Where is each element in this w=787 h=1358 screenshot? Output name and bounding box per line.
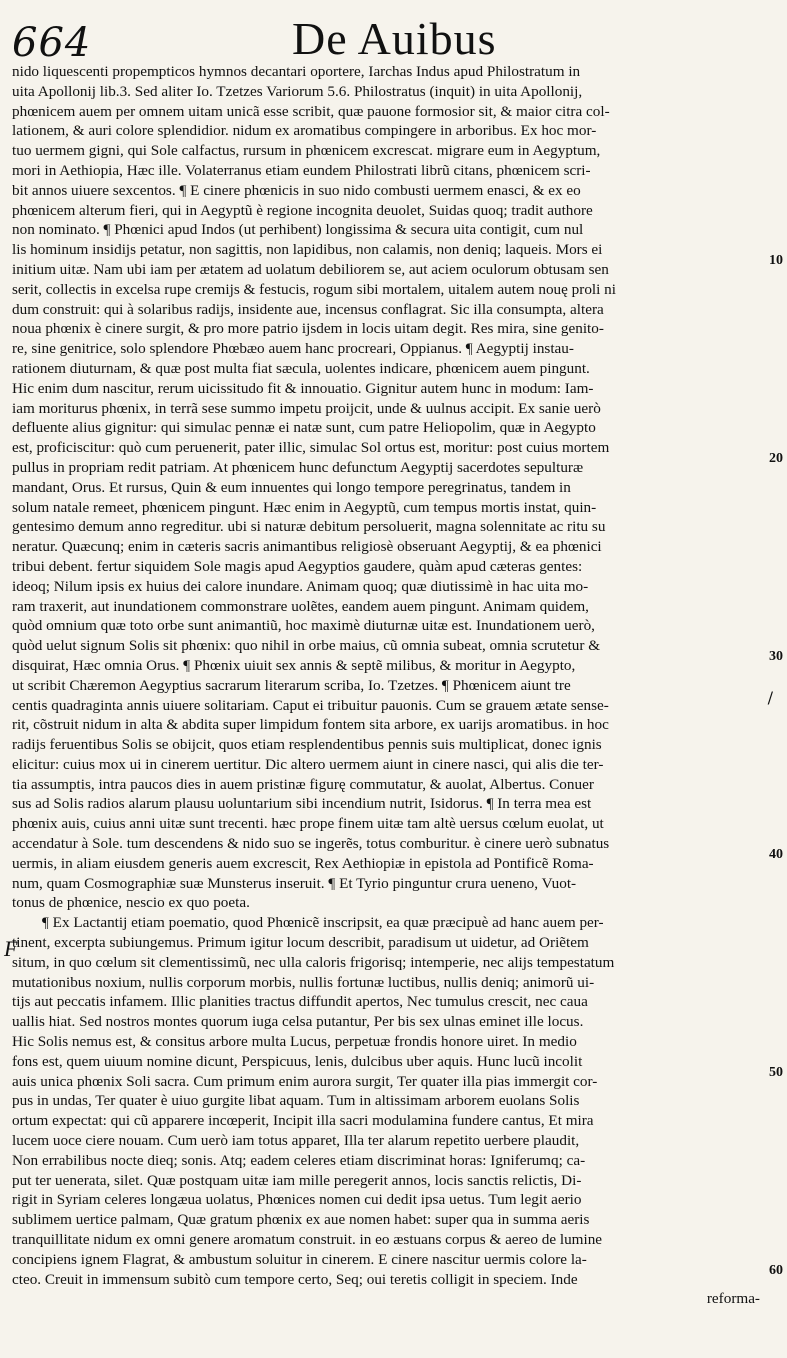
text-line: pus in undas, Ter quater è uiuo gurgite libat aquam. Tum in altissimam arborem euolans Solis bbox=[12, 1092, 580, 1110]
text-line: elicitur: cuius mox ui in cinerem uertitur. Dic altero uermem aiunt in cinere nasci, qui alis die ter- bbox=[12, 755, 604, 773]
text-line: pullus in propriam redit patriam. At phœnicem hunc defunctum Aegyptij sacerdotes sepulturæ bbox=[12, 458, 584, 476]
text-line: tonus de phœnice, nescio ex quo poeta. bbox=[12, 894, 250, 912]
text-line: solum natale remeet, phœnicem pingunt. Hæc enim in Aegyptũ, cum tempus mortis instat, quin- bbox=[12, 498, 597, 516]
text-line: defluente alius gignitur: qui simulac pennæ ei natæ sunt, cum patre Heliopolim, quæ in Aegypto bbox=[12, 419, 596, 437]
text-line: initium uitæ. Nam ubi iam per ætatem ad uolatum debiliorem se, aut aciem oculorum obtusam sen bbox=[12, 260, 609, 278]
text-line: tia assumptis, intra paucos dies in auem pristinæ figurę commutatur, & auolat, Albertus. Conuer bbox=[12, 775, 594, 793]
text-line: reforma- bbox=[706, 1290, 760, 1308]
text-line: noua phœnix è cinere surgit, & pro more patrio ijsdem in locis uitam degit. Res mira, sine genito- bbox=[12, 320, 604, 338]
text-line: rationem diuturnam, & quæ post multa fiat sæcula, uolentes indicare, phœnicem auem pingunt. bbox=[12, 359, 590, 377]
text-line: nido liquescenti propempticos hymnos decantari oportere, Iarchas Indus apud Philostratum in bbox=[12, 63, 581, 80]
margin-line-number: 30 bbox=[769, 649, 783, 664]
text-line: lis hominum insidijs petatur, non sagittis, non lapidibus, non calamis, non deniq; laqueis. Mors ei bbox=[12, 241, 603, 259]
text-line: cteo. Creuit in immensum subitò cum tempore certo, Seq; oui teretis colligit in speciem. Inde bbox=[12, 1270, 578, 1288]
text-line: non nominato. ¶ Phœnici apud Indos (ut perhibent) longissima & secura uita contigit, cum nul bbox=[12, 221, 584, 239]
page-number: 664 bbox=[12, 20, 92, 66]
text-line: uermis, in aliam eiusdem generis auem excrescit, Rex Aethiopiæ in epistola ad Pontificẽ Roma- bbox=[12, 854, 594, 872]
text-line: put ter uenerata, silet. Quæ postquam uitæ iam mille peregerit annos, locis sanctis relictis, Di- bbox=[12, 1171, 582, 1189]
text-line: concipiens ignem Flagrat, & ambustum soluitur in cinerem. E cinere nascitur uermis colore la- bbox=[12, 1250, 587, 1268]
text-line: mandant, Orus. Et rursus, Quin & eum innuentes qui longo tempore peregrinatus, tandem in bbox=[12, 478, 571, 496]
text-line: lationem, & auri colore splendidior. nidum ex aromatibus compingere in arboribus. Ex hoc mor- bbox=[12, 122, 597, 140]
text-line: uallis hiat. Sed nostros montes quorum iuga celsa putantur, Per bis sex ulnas eminet ille locus. bbox=[12, 1013, 584, 1031]
margin-section-mark: F bbox=[4, 936, 18, 961]
text-line: quòd omnium quæ toto orbe sunt animantiũ, hoc maximè diuturnæ uitæ est. Inundationem uerò, bbox=[12, 617, 595, 635]
text-line: Hic enim dum nascitur, rerum uicissitudo fit & innouatio. Gignitur autem hunc in modum: Iam- bbox=[12, 379, 594, 397]
text-line: ¶ Ex Lactantij etiam poematio, quod Phœnicẽ inscripsit, ea quæ præcipuè ad hanc auem per- bbox=[42, 914, 604, 932]
margin-tick-mark: / bbox=[767, 688, 773, 707]
text-line: tuo uermem gigni, qui Sole calfactus, rursum in phœnicem excrescat. migrare eum in Aegyptum, bbox=[12, 142, 601, 160]
text-line: auis unica phœnix Soli sacra. Cum primum enim aurora surgit, Ter quater illa pias immergit cor- bbox=[12, 1072, 598, 1090]
text-line: iam moriturus phœnix, in terrã sese summo impetu proijcit, unde & uulnus accipit. Ex sanie uerò bbox=[12, 399, 601, 417]
text-line: phœnicem auem per omnem uitam unicã esse scribit, quæ pauone formosior sit, & maior citra col- bbox=[12, 102, 610, 120]
text-line: ram traxerit, aut inundationem commonstrare uolẽtes, eandem auem pingunt. Animam quidem, bbox=[12, 597, 589, 615]
text-line: Non errabilibus nocte dieq; sonis. Atq; eadem celeres etiam discriminat horas: Igniferumq; ca- bbox=[12, 1151, 586, 1169]
text-line: Hic Solis nemus est, & consitus arbore multa Lucus, perpetuæ frondis honore uiret. In medio bbox=[12, 1033, 577, 1051]
text-line: fons est, quem uiuum nomine dicunt, Perspicuus, lenis, dulcibus uber aquis. Hunc lucũ incolit bbox=[12, 1052, 583, 1070]
text-line: mutationibus noxium, nullis corporum morbis, nullis fortunæ luctibus, nullis deniq; animorũ ui- bbox=[12, 973, 595, 991]
text-line: num, quam Cosmographiæ suæ Munsterus inseruit. ¶ Et Tyrio pinguntur crura ueneno, Vuot- bbox=[12, 874, 577, 892]
text-line: ortum expectat: qui cũ apparere incœperit, Incipit illa sacri modulamina fundere cantus, Et mira bbox=[12, 1112, 594, 1130]
text-line: centis quadraginta annis uiuere solitariam. Caput ei tribuitur pauonis. Cum se grauem ætate sense- bbox=[12, 696, 609, 714]
text-line: disquirat, Hæc omnia Orus. ¶ Phœnix uiuit sex annis & septẽ milibus, & moritur in Aegypto, bbox=[12, 656, 576, 674]
text-line: tinent, excerpta subiungemus. Primum igitur locum describit, paradisum ut uidetur, ad Oriẽtem bbox=[12, 934, 589, 952]
text-line: rit, cõstruit nidum in alta & abdita super limpidum fontem sita arbore, ex uarijs aromatibus. in hoc bbox=[12, 716, 609, 734]
text-line: rigit in Syriam celeres longæua uolatus, Phœnices nomen cui dedit ipsa uetus. Tum legit aerio bbox=[12, 1191, 582, 1209]
margin-line-number: 20 bbox=[769, 451, 783, 466]
text-line: tijs aut peccatis infamem. Illic planities tractus diffundit apertos, Nec tumulus crescit, nec caua bbox=[12, 993, 588, 1011]
text-line: phœnicem alterum fieri, qui in Aegyptũ è regione incognita deuolet, Suidas quoq; tradit authore bbox=[12, 201, 593, 219]
text-line: re, sine genitrice, solo splendore Phœbæo auem hanc procreari, Oppianus. ¶ Aegyptij instau- bbox=[12, 340, 574, 358]
text-line: phœnix auis, cuius anni uitæ sunt trecenti. hæc prope finem uitæ tam altè uersus cœlum euolat, ut bbox=[12, 815, 604, 833]
text-line: ideoq; Nilum ipsis ex huius dei calore inundare. Animam quoq; quæ diutissimè in hac uita mo- bbox=[12, 577, 589, 595]
text-line: bit annos uiuere sexcentos. ¶ E cinere phœnicis in suo nido combusti uermem enasci, & ex eo bbox=[12, 181, 581, 199]
margin-line-number: 50 bbox=[769, 1065, 783, 1080]
text-line: uita Apollonij lib.3. Sed aliter Io. Tzetzes Variorum 5.6. Philostratus (inquit) in uita Apollonij, bbox=[12, 82, 583, 100]
margin-line-number: 40 bbox=[769, 847, 783, 862]
text-line: mori in Aethiopia, Hæc ille. Volaterranus etiam eundem Philostrati librũ citans, phœnicem scri- bbox=[12, 161, 591, 179]
text-line: situm, in quo cœlum sit clementissimũ, nec ulla caloris frigorisq; intemperie, nec alijs tempestatum bbox=[12, 953, 615, 971]
body-text bbox=[12, 62, 760, 1309]
text-line: tribui debent. fertur siquidem Sole magis apud Aegyptios gaudere, quàm apud cæteras gentes: bbox=[12, 557, 583, 575]
text-line: sublimem uertice palmam, Quæ gratum phœnix ex aue nomen habet: super qua in summa aeris bbox=[12, 1211, 590, 1229]
text-line: accendatur à Sole. tum descendens & nido suo se ingerẽs, totus comburitur. è cinere uerò subnatus bbox=[12, 835, 610, 853]
text-line: est, proficiscitur: quò cum peruenerit, pater illic, simulac Sol ortus est, moritur: post cuius mortem bbox=[12, 439, 610, 457]
text-line: neratur. Quæcunq; enim in cæteris sacris animantibus religiosè obseruant Aegyptij, & ea phœnici bbox=[12, 538, 602, 556]
text-line: lucem uoce ciere nouam. Cum uerò iam totus apparet, Illa ter alarum repetito uerbere plaudit, bbox=[12, 1132, 580, 1150]
text-line: gentesimo demum anno regreditur. ubi si naturæ debitum persoluerit, magna solennitate ac ritu su bbox=[12, 518, 606, 536]
running-title: De Auibus bbox=[292, 13, 497, 64]
text-line: sus ad Solis radios alarum plausu uoluntarium sibi incendium nutrit, Isidorus. ¶ In terra mea est bbox=[12, 795, 592, 813]
text-line: radijs feruentibus Solis se obijcit, quos etiam resplendentibus pennis suis multiplicat, donec ignis bbox=[12, 736, 602, 754]
text-line: dum construit: qui à solaribus radijs, insidente aue, incensus conflagrat. Sic illa consumpta, altera bbox=[12, 300, 604, 318]
text-line: tranquillitate nidum ex omni genere aromatum construit. in eo æstuans corpus & aereo de lumine bbox=[12, 1231, 603, 1249]
margin-line-number: 10 bbox=[769, 253, 783, 268]
text-line: serit, collectis in excelsa rupe cremijs & festucis, rogum sibi mortalem, uitalem autem nouę proli ni bbox=[12, 280, 616, 298]
text-line: quòd uelut signum Solis sit phœnix: quo nihil in orbe maius, cũ omnia subeat, omnia scrutetur & bbox=[12, 637, 601, 655]
margin-line-number: 60 bbox=[769, 1263, 783, 1278]
text-line: ut scribit Chæremon Aegyptius sacrarum literarum scriba, Io. Tzetzes. ¶ Phœnicem aiunt tre bbox=[12, 676, 571, 694]
